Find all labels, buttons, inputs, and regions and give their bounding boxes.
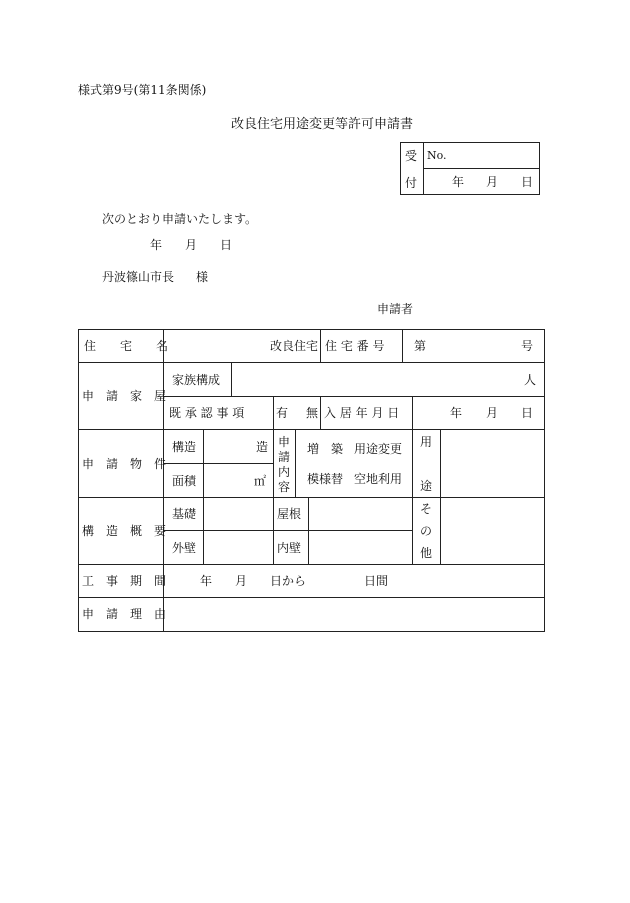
structure-zo: 造	[256, 440, 269, 454]
cp-year: 年	[200, 574, 213, 588]
area-unit: ㎡	[254, 474, 267, 488]
structure-label: 構造	[172, 440, 197, 454]
form-number: 様式第9号(第11条関係)	[78, 83, 207, 97]
persons-unit: 人	[524, 373, 537, 387]
intro-year: 年	[150, 238, 163, 252]
foundation-label: 基礎	[172, 507, 197, 521]
use-char-2: 途	[420, 479, 433, 493]
use-char-1: 用	[420, 435, 433, 449]
receipt-month: 月	[486, 175, 499, 189]
intro-text: 次のとおり申請いたします。	[102, 212, 258, 226]
addressee: 丹波篠山市長	[102, 270, 175, 284]
family-composition-label: 家族構成	[172, 373, 221, 387]
content-char-1: 申	[278, 435, 291, 449]
housing-number-label: 住 宅 番 号	[325, 339, 385, 353]
move-in-day: 日	[521, 406, 534, 420]
structure-outline-label: 構 造 概 要	[82, 524, 167, 538]
move-in-date-label: 入 居 年 月 日	[324, 406, 400, 420]
outer-wall-label: 外壁	[172, 541, 197, 555]
approved-matters-label: 既 承 認 事 項	[169, 406, 245, 420]
cp-from: 日から	[270, 574, 307, 588]
number-dai: 第	[414, 339, 427, 353]
approved-no: 無	[306, 406, 319, 420]
intro-day: 日	[220, 238, 233, 252]
area-label: 面積	[172, 474, 197, 488]
other-char-2: の	[420, 524, 433, 538]
applied-property-label: 申 請 物 件	[82, 457, 167, 471]
cp-days: 日間	[364, 574, 389, 588]
construction-period-label: 工 事 期 間	[82, 574, 167, 588]
other-char-1: そ	[420, 502, 433, 516]
intro-month: 月	[185, 238, 198, 252]
receipt-year: 年	[452, 175, 465, 189]
other-char-3: 他	[420, 546, 433, 560]
receipt-no: No.	[427, 149, 447, 162]
move-in-year: 年	[450, 406, 463, 420]
applicant-label: 申請者	[377, 302, 414, 316]
document-title: 改良住宅用途変更等許可申請書	[231, 117, 414, 132]
inner-wall-label: 内壁	[277, 541, 302, 555]
receipt-label-2: 付	[405, 176, 418, 190]
option-remodel: 模様替	[307, 472, 344, 486]
kairyo-jutaku: 改良住宅	[270, 339, 319, 353]
option-use-change: 用途変更	[354, 442, 403, 456]
content-char-4: 容	[278, 480, 291, 494]
option-extension: 増 築	[307, 442, 344, 456]
content-char-2: 請	[278, 450, 291, 464]
move-in-month: 月	[486, 406, 499, 420]
option-vacant-use: 空地利用	[354, 472, 403, 486]
cp-month: 月	[235, 574, 248, 588]
receipt-day: 日	[521, 175, 534, 189]
honorific: 様	[196, 270, 209, 284]
approved-yes: 有	[276, 406, 289, 420]
housing-name-label: 住 宅 名	[84, 339, 169, 353]
receipt-label-1: 受	[405, 149, 418, 163]
number-go: 号	[521, 339, 534, 353]
roof-label: 屋根	[277, 507, 302, 521]
content-char-3: 内	[278, 465, 291, 479]
reason-label: 申 請 理 由	[82, 607, 167, 621]
applicant-household-label: 申 請 家 屋	[82, 389, 167, 403]
